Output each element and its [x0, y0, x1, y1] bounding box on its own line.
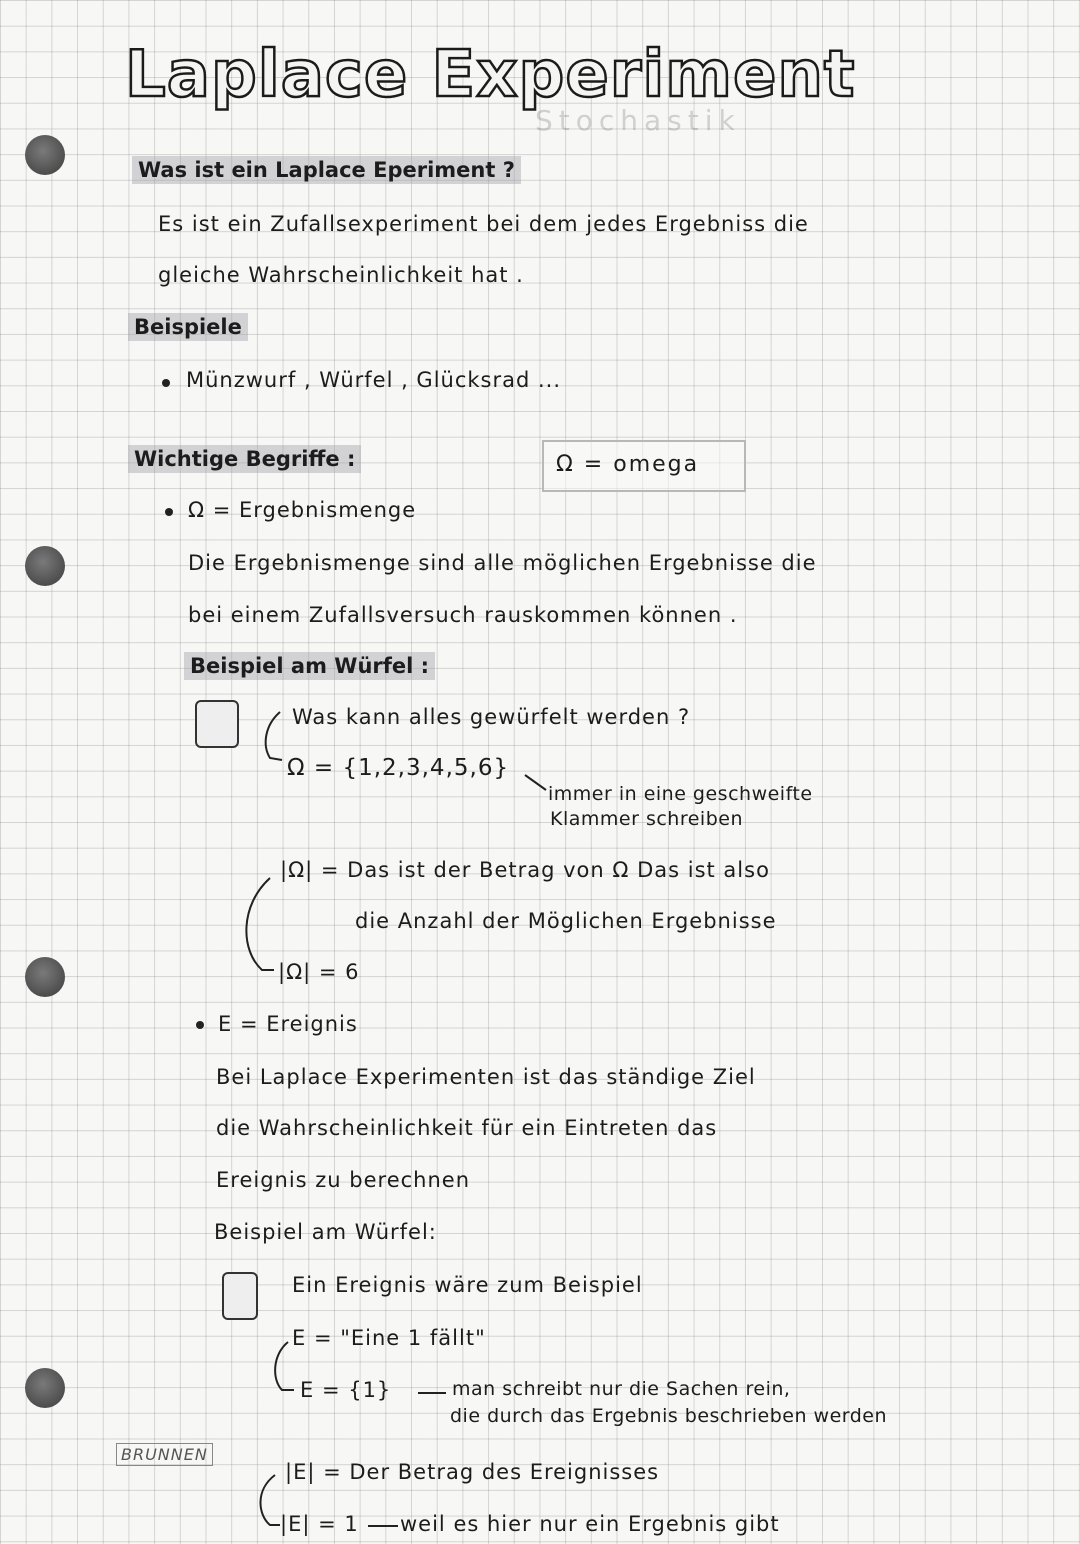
- abs-omega-value: |Ω| = 6: [278, 960, 360, 984]
- bracket-arrow-omega-set: [266, 712, 282, 760]
- bracket-arrow-abs-event: [260, 1475, 280, 1525]
- die-question: Was kann alles gewürfelt werden ?: [292, 705, 691, 729]
- abs-omega-line-1: |Ω| = Das ist der Betrag von Ω Das ist also: [280, 858, 770, 882]
- omega-box: Ω = omega: [542, 440, 746, 492]
- event-note-2: die durch das Ergebnis beschrieben werden: [450, 1405, 888, 1427]
- abs-omega-line-2: die Anzahl der Möglichen Ergebnisse: [355, 909, 777, 933]
- event-example-text: E = "Eine 1 fällt": [292, 1326, 486, 1350]
- brunnen-logo: BRUNNEN: [116, 1443, 213, 1466]
- set-note-1: immer in eine geschweifte: [548, 783, 813, 805]
- example-die-heading-1: Beispiel am Würfel :: [184, 654, 435, 678]
- event-example-intro: Ein Ereignis wäre zum Beispiel: [292, 1273, 643, 1297]
- terms-heading: Wichtige Begriffe :: [128, 447, 361, 471]
- omega-description-1: Die Ergebnismenge sind alle möglichen Ergebnisse die: [188, 551, 817, 575]
- omega-description-2: bei einem Zufallsversuch rauskommen können .: [188, 603, 738, 627]
- set-note-2: Klammer schreiben: [550, 808, 743, 830]
- answer-line-2: gleiche Wahrscheinlichkeit hat .: [158, 263, 524, 287]
- event-note-1: man schreibt nur die Sachen rein,: [452, 1378, 791, 1400]
- page-title: Laplace Experiment: [125, 38, 856, 112]
- event-description-2: die Wahrscheinlichkeit für ein Eintreten das: [216, 1116, 718, 1140]
- subject-watermark: Stochastik: [535, 104, 741, 137]
- abs-event-line-1: |E| = Der Betrag des Ereignisses: [285, 1460, 660, 1484]
- event-description-1: Bei Laplace Experimenten ist das ständige Ziel: [216, 1065, 756, 1089]
- examples-heading: Beispiele: [128, 315, 248, 339]
- question-heading: Was ist ein Laplace Eperiment ?: [132, 158, 521, 182]
- example-die-heading-2: Beispiel am Würfel:: [214, 1220, 437, 1244]
- omega-set: Ω = {1,2,3,4,5,6}: [287, 755, 510, 781]
- bracket-arrow-abs-omega: [246, 878, 274, 970]
- bracket-arrow-event-set: [275, 1342, 294, 1390]
- event-description-3: Ereignis zu berechnen: [216, 1168, 471, 1192]
- omega-definition: Ω = Ergebnismenge: [188, 498, 417, 522]
- abs-event-note: weil es hier nur ein Ergebnis gibt: [400, 1512, 780, 1536]
- examples-item: Münzwurf , Würfel , Glücksrad ...: [186, 368, 562, 392]
- event-definition: E = Ereignis: [218, 1012, 358, 1036]
- answer-line-1: Es ist ein Zufallsexperiment bei dem jedes Ergebniss die: [158, 212, 809, 236]
- abs-event-value: |E| = 1: [280, 1512, 359, 1536]
- event-example-set: E = {1}: [300, 1378, 392, 1402]
- arrow-set-note: [525, 775, 546, 790]
